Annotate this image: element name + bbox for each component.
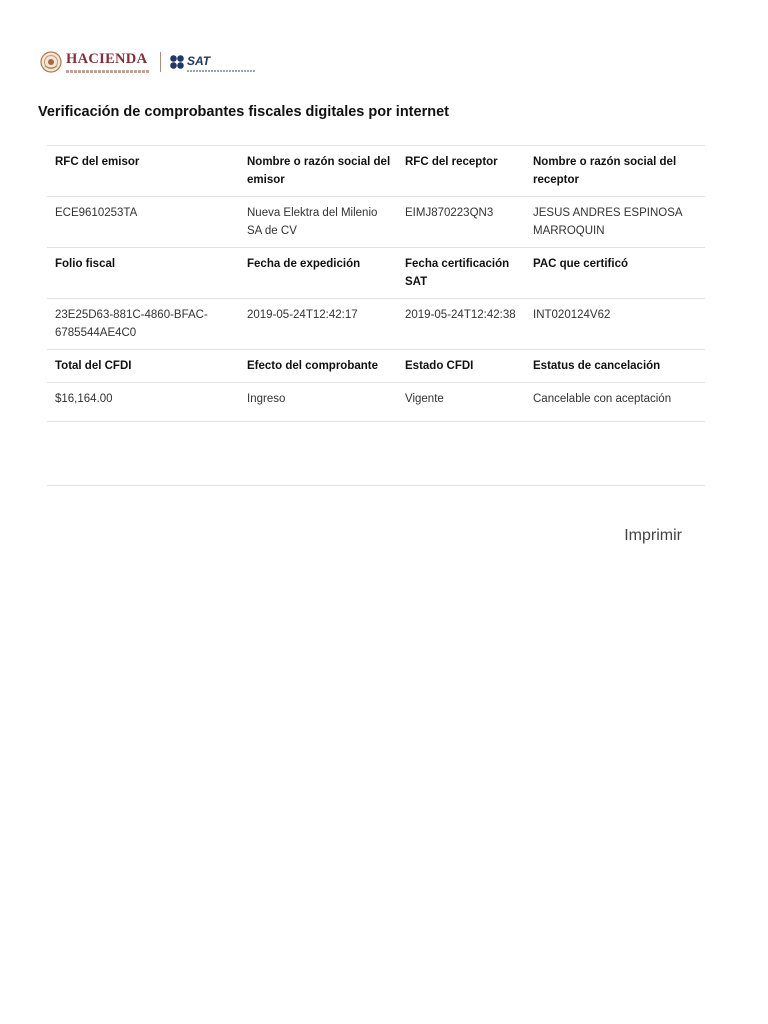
- sat-logo-icon: [169, 54, 185, 70]
- header-nombre-emisor: Nombre o razón social del emisor: [239, 146, 397, 197]
- header-efecto-comprobante: Efecto del comprobante: [239, 350, 397, 383]
- header-rfc-emisor: RFC del emisor: [47, 146, 239, 197]
- value-nombre-emisor: Nueva Elektra del Milenio SA de CV: [239, 197, 397, 248]
- header-folio-fiscal: Folio fiscal: [47, 248, 239, 299]
- header-pac-certifico: PAC que certificó: [525, 248, 705, 299]
- value-efecto-comprobante: Ingreso: [239, 383, 397, 422]
- value-estado-cfdi: Vigente: [397, 383, 525, 422]
- sat-subtitle-graphic: [187, 70, 255, 72]
- table-header-row: [47, 248, 705, 299]
- table-row: [47, 299, 705, 350]
- print-button[interactable]: Imprimir: [624, 527, 682, 544]
- table-row: [47, 383, 705, 422]
- value-pac-certifico: INT020124V62: [525, 299, 705, 350]
- page-title: Verificación de comprobantes fiscales digitales por internet: [38, 104, 449, 120]
- value-folio-fiscal: 23E25D63-881C-4860-BFAC-6785544AE4C0: [47, 299, 239, 350]
- header-estado-cfdi: Estado CFDI: [397, 350, 525, 383]
- header-estatus-cancelacion: Estatus de cancelación: [525, 350, 705, 383]
- value-fecha-expedicion: 2019-05-24T12:42:17: [239, 299, 397, 350]
- table-row: [47, 197, 705, 248]
- national-seal-icon: [40, 51, 62, 73]
- sat-logo: [187, 48, 255, 77]
- table-header-row: [47, 350, 705, 383]
- hacienda-logo: [66, 49, 150, 75]
- value-total-cfdi: $16,164.00: [47, 383, 239, 422]
- value-rfc-receptor: EIMJ870223QN3: [397, 197, 525, 248]
- sat-wordmark: SAT: [187, 54, 211, 68]
- table-header-row: [47, 146, 705, 197]
- value-nombre-receptor: JESUS ANDRES ESPINOSA MARROQUIN: [525, 197, 705, 248]
- hacienda-wordmark: HACIENDA: [66, 50, 148, 67]
- header-nombre-receptor: Nombre o razón social del receptor: [525, 146, 705, 197]
- header-fecha-expedicion: Fecha de expedición: [239, 248, 397, 299]
- hacienda-subtitle-graphic: [66, 70, 150, 73]
- value-fecha-certificacion: 2019-05-24T12:42:38: [397, 299, 525, 350]
- header-total-cfdi: Total del CFDI: [47, 350, 239, 383]
- value-estatus-cancelacion: Cancelable con aceptación: [525, 383, 705, 422]
- header-logos: [40, 48, 255, 76]
- verification-results-table: [47, 145, 705, 422]
- value-rfc-emisor: ECE9610253TA: [47, 197, 239, 248]
- header-fecha-certificacion: Fecha certificación SAT: [397, 248, 525, 299]
- section-divider: [47, 485, 705, 486]
- logo-divider: [160, 52, 161, 72]
- header-rfc-receptor: RFC del receptor: [397, 146, 525, 197]
